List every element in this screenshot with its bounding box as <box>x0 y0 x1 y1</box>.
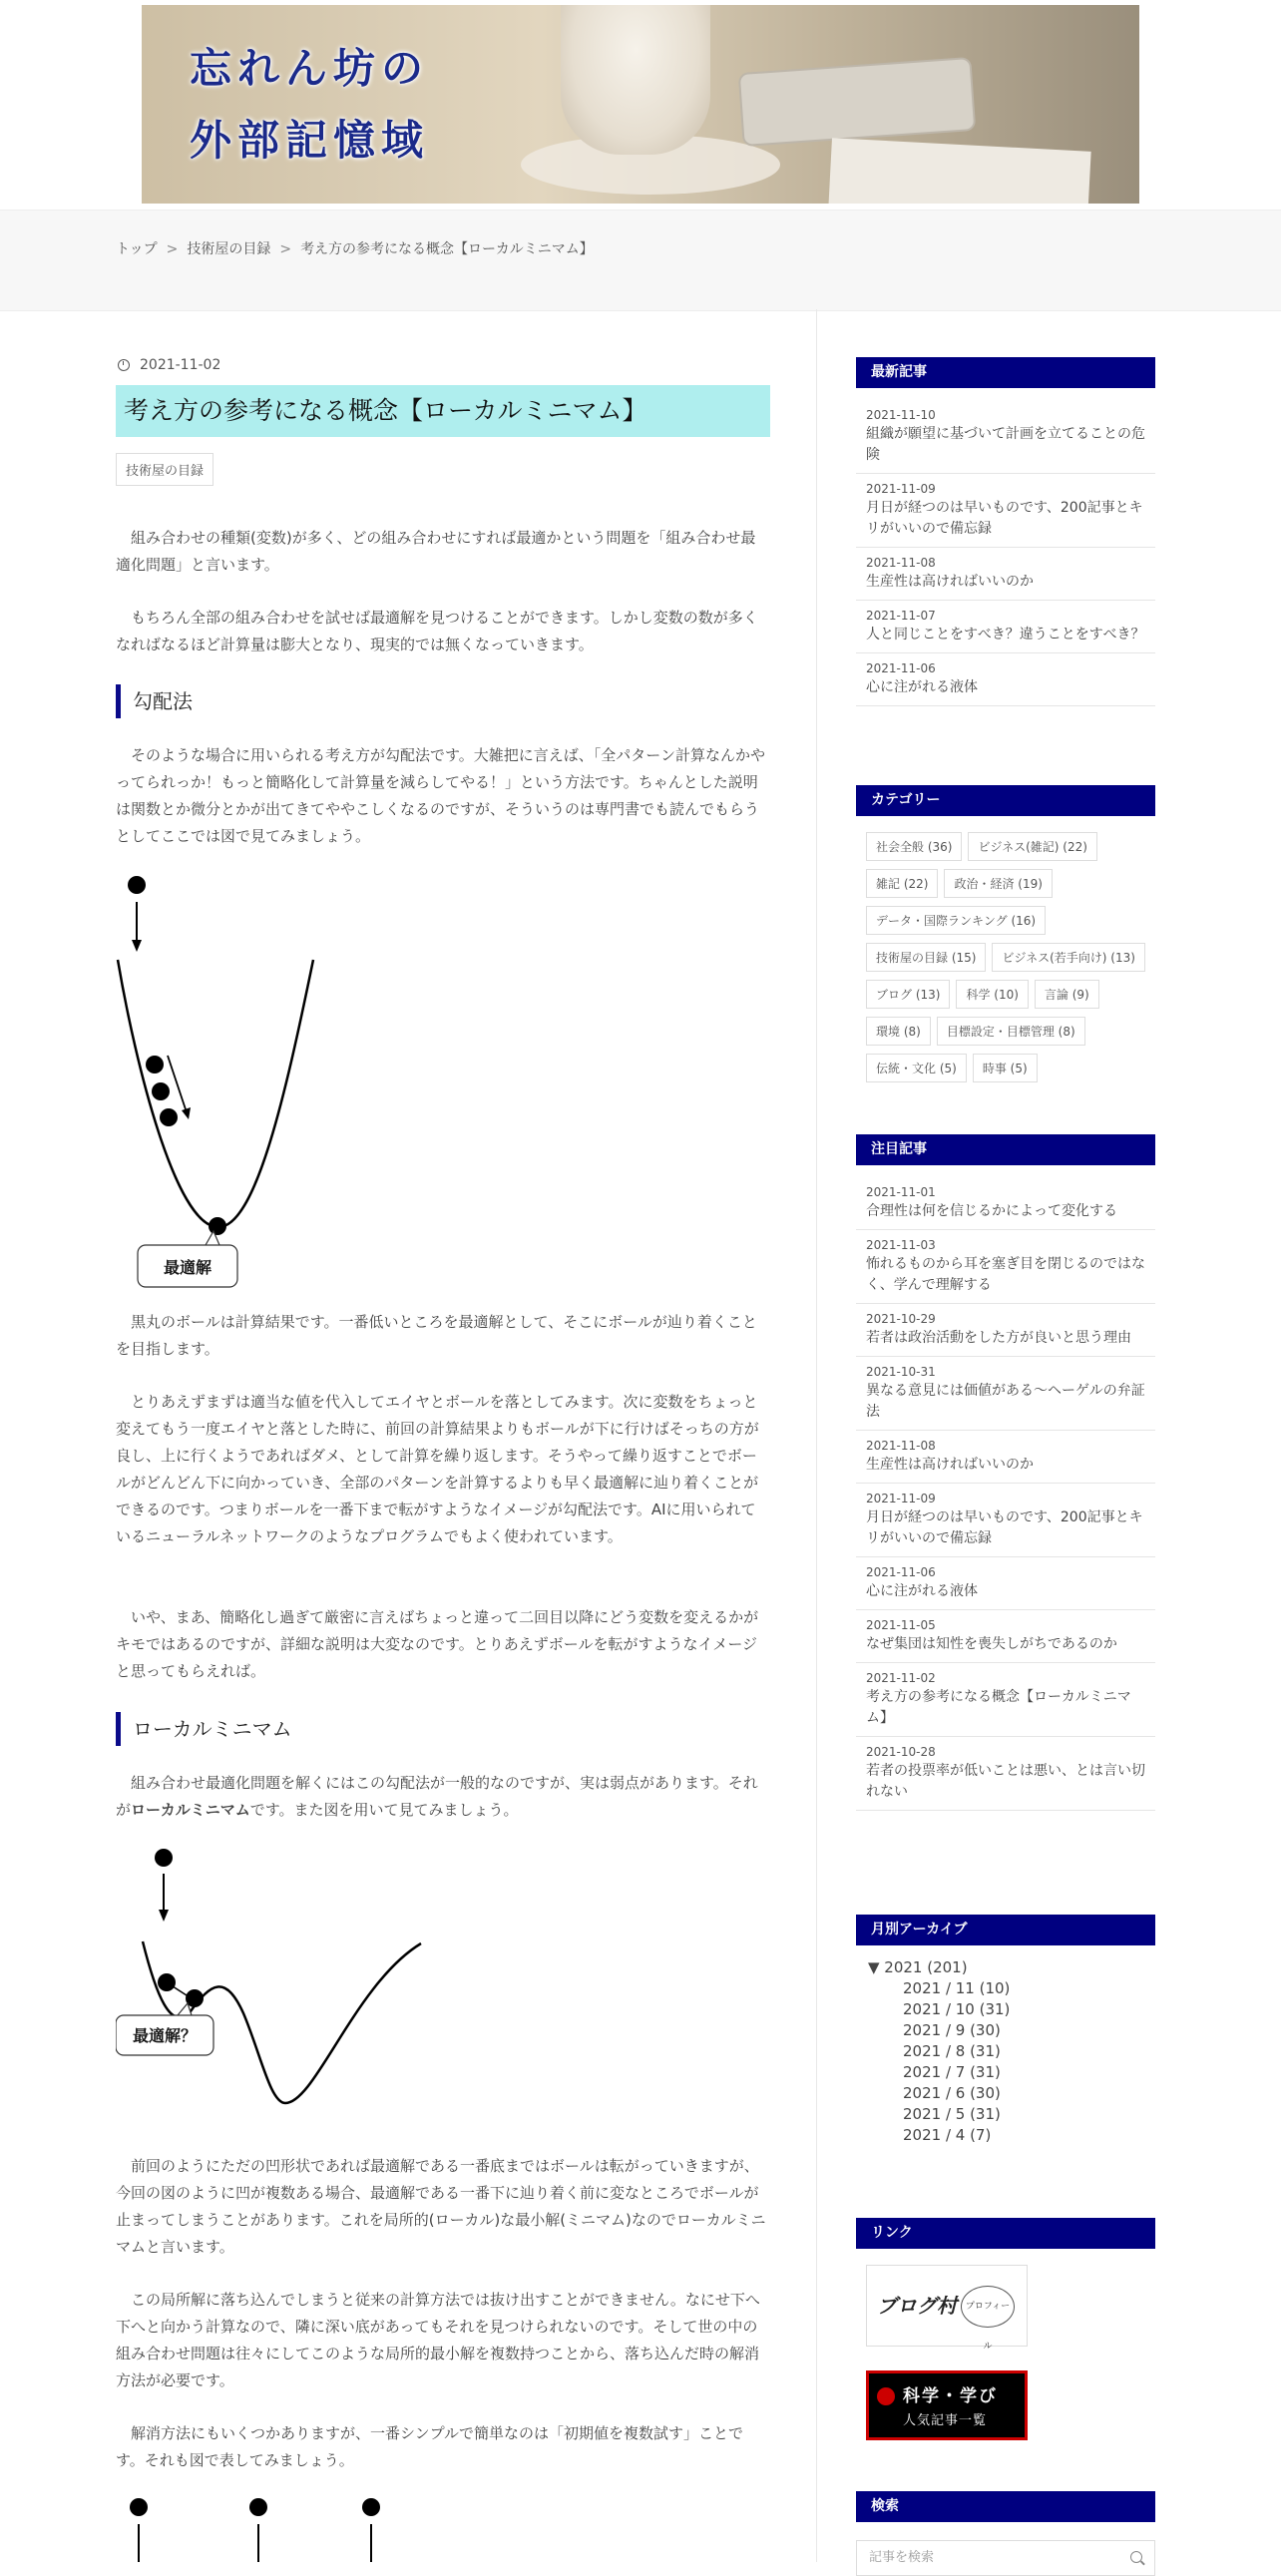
archive-month-link[interactable]: 2021 / 11 (10) <box>903 1979 1011 1997</box>
breadcrumb-bar <box>0 210 1281 311</box>
ball <box>130 2498 148 2516</box>
ball <box>152 1082 170 1100</box>
paragraph: この局所解に落ち込んでしまうと従来の計算方法では抜け出すことができません。なにせ下へ下へと向かう計算なので、隣に深い底があってもそれを見つけられないのです。そして世の中の組み合わせ問題は往々にしてこのような局所的最小解を複数持つことから、落ち込んだ時の解消方法が必要です。 <box>116 2291 760 2389</box>
post-title[interactable]: 組織が願望に基づいて計画を立てることの危険 <box>866 426 1145 463</box>
category-widget <box>856 785 1155 1082</box>
multiple-initial-values-figure <box>116 2488 415 2562</box>
category-tag[interactable]: 政治・経済 (19) <box>944 869 1052 898</box>
post-title[interactable]: 月日が経つのは早いものです、200記事とキリがいいので備忘録 <box>866 1509 1143 1546</box>
gradient-descent-figure <box>116 866 345 1295</box>
post-date: 2021-11-08 <box>866 556 936 570</box>
category-tag[interactable]: データ・国際ランキング (16) <box>866 906 1046 935</box>
post-date: 2021-11-09 <box>866 482 936 496</box>
post-item[interactable] <box>856 1484 1155 1557</box>
post-item[interactable] <box>856 1663 1155 1737</box>
post-title[interactable]: なぜ集団は知性を喪失しがちであるのか <box>866 1636 1117 1652</box>
search-placeholder: 記事を検索 <box>869 2550 935 2565</box>
profile-badge: プロフィール <box>961 2286 1015 2328</box>
post-date: 2021-10-31 <box>866 1365 936 1379</box>
post-title[interactable]: 考え方の参考になる概念【ローカルミニマム】 <box>866 1689 1131 1726</box>
archive-month-link[interactable]: 2021 / 6 (30) <box>903 2084 1001 2102</box>
paragraph: 解消方法にもいくつかありますが、一番シンプルで簡単なのは「初期値を複数試す」ことです。それも図で表してみましょう。 <box>116 2424 744 2469</box>
clock-icon <box>118 359 130 371</box>
ball <box>158 1973 176 1991</box>
post-title[interactable]: 心に注がれる液体 <box>866 679 978 695</box>
breadcrumb <box>116 238 594 258</box>
post-date: 2021-10-28 <box>866 1745 936 1759</box>
post-item[interactable] <box>856 601 1155 653</box>
post-item[interactable] <box>856 1557 1155 1610</box>
category-tag[interactable]: 社会全般 (36) <box>866 832 962 861</box>
post-title[interactable]: 生産性は高ければいいのか <box>866 1457 1034 1473</box>
article-category-tag[interactable]: 技術屋の目録 <box>116 453 214 486</box>
site-banner[interactable] <box>142 5 1139 204</box>
post-item[interactable] <box>856 1610 1155 1663</box>
optimal-solution-label: 最適解 <box>163 1258 213 1277</box>
post-date: 2021-11-05 <box>866 1618 936 1632</box>
arrow-head <box>132 940 142 952</box>
ball <box>146 1056 164 1073</box>
post-title[interactable]: 生産性は高ければいいのか <box>866 574 1034 590</box>
post-date: 2021-11-06 <box>866 661 936 675</box>
category-tag[interactable]: ブログ (13) <box>866 980 950 1009</box>
blogmura-banner[interactable] <box>866 2265 1028 2352</box>
paragraph: 組み合わせの種類(変数)が多く、どの組み合わせにすれば最適かという問題を「組み合わせ最適化問題」と言います。 <box>116 529 756 574</box>
category-tag[interactable]: 伝統・文化 (5) <box>866 1054 967 1082</box>
article-title: 考え方の参考になる概念【ローカルミニマム】 <box>116 385 770 437</box>
widget-heading: 検索 <box>856 2491 1155 2522</box>
post-date: 2021-11-07 <box>866 609 936 623</box>
category-tag[interactable]: ビジネス(若手向け) (13) <box>992 943 1144 972</box>
post-title[interactable]: 合理性は何を信じるかによって変化する <box>866 1203 1117 1219</box>
article-date <box>118 357 770 373</box>
post-title[interactable]: 心に注がれる液体 <box>866 1583 978 1599</box>
paragraph: もちろん全部の組み合わせを試せば最適解を見つけることができます。しかし変数の数が多くなればなるほど計算量は膨大となり、現実的では無くなっていきます。 <box>116 609 758 653</box>
section-heading-gradient: 勾配法 <box>116 684 787 718</box>
breadcrumb-separator: > <box>279 241 292 257</box>
ball <box>155 1849 173 1867</box>
monthly-archive-widget <box>856 1915 1155 2146</box>
coffee-cup-graphic <box>561 5 710 155</box>
category-tag[interactable]: 技術屋の目録 (15) <box>866 943 986 972</box>
article <box>116 357 770 2469</box>
widget-heading: 注目記事 <box>856 1134 1155 1165</box>
post-date: 2021-11-09 <box>866 1492 936 1505</box>
post-title[interactable]: 若者は政治活動をした方が良いと思う理由 <box>866 1330 1131 1346</box>
archive-month-link[interactable]: 2021 / 7 (31) <box>903 2063 1001 2081</box>
archive-month-link[interactable]: 2021 / 5 (31) <box>903 2105 1001 2123</box>
post-item[interactable] <box>856 474 1155 548</box>
blogmura-logo-text: ブログ村 <box>877 2294 957 2318</box>
science-banner-line1: 科学・学び <box>903 2386 998 2406</box>
recent-posts-list <box>856 400 1155 706</box>
post-item[interactable] <box>856 1431 1155 1484</box>
local-minimum-figure <box>116 1844 435 2133</box>
paragraph <box>116 1770 770 1824</box>
ball <box>209 1217 226 1235</box>
search-widget <box>856 2491 1155 2576</box>
category-tag[interactable]: 言論 (9) <box>1035 980 1099 1009</box>
post-item[interactable] <box>856 653 1155 706</box>
site-title: 忘れん坊の 外部記憶域 <box>190 44 430 165</box>
newspaper-graphic <box>828 138 1090 204</box>
post-date: 2021-11-10 <box>866 408 936 422</box>
ball <box>249 2498 267 2516</box>
ranking-logo-icon <box>877 2387 895 2405</box>
breadcrumb-current: 考え方の参考になる概念【ローカルミニマム】 <box>300 241 594 257</box>
ball <box>160 1108 178 1126</box>
section-heading-local-minimum: ローカルミニマム <box>116 1712 787 1746</box>
article-date-text: 2021-11-02 <box>140 357 221 373</box>
paragraph: そのような場合に用いられる考え方が勾配法です。大雑把に言えば、「全パターン計算なんかやってられっか！もっと簡略化して計算量を減らしてやる！」という方法です。ちゃんとした説明は関数とか微分とかが出てきてややこしくなるのですが、そういうのは専門書でも読んでもらうとしてここでは図で見てみましょう。 <box>116 746 766 845</box>
paragraph-text: 組み合わせ最適化問題を解くにはこの勾配法が一般的なのですが、実は弱点があります。それが <box>116 1774 758 1819</box>
archive-month-link[interactable]: 2021 / 8 (31) <box>903 2042 1001 2060</box>
arrow <box>168 1056 187 1112</box>
category-tag[interactable]: 科学 (10) <box>956 980 1028 1009</box>
post-title[interactable]: 怖れるものから耳を塞ぎ目を閉じるのではなく、学んで理解する <box>866 1256 1145 1293</box>
paragraph: 黒丸のボールは計算結果です。一番低いところを最適解として、そこにボールが辿り着くことを目指します。 <box>116 1313 757 1358</box>
post-item[interactable] <box>856 400 1155 474</box>
post-item[interactable] <box>856 1357 1155 1431</box>
arrow-head <box>182 1107 191 1119</box>
paragraph: とりあえずまずは適当な値を代入してエイヤとボールを落としてみます。次に変数をちょっと変えてもう一度エイヤと落とした時に、前回の計算結果よりもボールが下に行けばそっちの方が良し、上に行くようであればダメ、として計算を繰り返します。そうやって繰り返すことでボールがどんどん下に向かっていき、全部のパターンを計算するよりも早く最適解に辿り着くことができるのです。つまりボールを一番下まで転がすようなイメージが勾配法です。AIに用いられているニューラルネットワークのようなプログラムでもよく使われています。 <box>116 1393 759 1545</box>
ball <box>362 2498 380 2516</box>
widget-heading: 月別アーカイブ <box>856 1915 1155 1945</box>
post-date: 2021-11-06 <box>866 1565 936 1579</box>
bold-term: ローカルミニマム <box>131 1801 250 1819</box>
archive-year-toggle[interactable]: ▼ 2021 (201) <box>868 1958 968 1976</box>
phone-graphic <box>738 57 977 147</box>
widget-heading: カテゴリー <box>856 785 1155 816</box>
science-banner-line2: 人気記事一覧 <box>903 2413 988 2428</box>
post-date: 2021-11-08 <box>866 1439 936 1453</box>
breadcrumb-separator: > <box>166 241 179 257</box>
archive-month-link[interactable]: 2021 / 9 (30) <box>903 2021 1001 2039</box>
optimal-solution-question-label: 最適解？ <box>132 2026 198 2045</box>
links-list <box>856 2265 1155 2440</box>
post-item[interactable] <box>856 1737 1155 1811</box>
paragraph: いや、まあ、簡略化し過ぎて厳密に言えばちょっと違って二回目以降にどう変数を変えるかがキモではあるのですが、詳細な説明は大変なのです。とりあえずボールを転がすようなイメージと思ってもらえれば。 <box>116 1608 759 1680</box>
breadcrumb-category[interactable]: 技術屋の目録 <box>187 241 271 257</box>
post-date: 2021-11-02 <box>866 1671 936 1685</box>
category-tag[interactable]: 雑記 (22) <box>866 869 938 898</box>
category-tag[interactable]: 環境 (8) <box>866 1017 931 1046</box>
column-divider <box>816 309 817 2562</box>
post-item[interactable] <box>856 1230 1155 1304</box>
breadcrumb-top[interactable]: トップ <box>116 241 158 257</box>
post-date: 2021-11-03 <box>866 1238 936 1252</box>
post-title[interactable]: 若者の投票率が低いことは悪い、とは言い切れない <box>866 1763 1145 1800</box>
post-item[interactable] <box>856 1304 1155 1357</box>
category-tag[interactable]: 時事 (5) <box>973 1054 1038 1082</box>
post-date: 2021-11-01 <box>866 1185 936 1199</box>
post-date: 2021-10-29 <box>866 1312 936 1326</box>
curve <box>118 960 313 1227</box>
featured-posts-widget <box>856 1134 1155 1811</box>
archive-month-link[interactable]: 2021 / 4 (7) <box>903 2126 992 2144</box>
post-item[interactable] <box>856 548 1155 601</box>
category-list <box>856 832 1155 1082</box>
ball <box>128 876 146 894</box>
search-icon[interactable] <box>1130 2551 1142 2563</box>
archive-month-link[interactable]: 2021 / 10 (31) <box>903 2000 1011 2018</box>
post-title[interactable]: 人と同じことをすべき？違うことをすべき？ <box>866 627 1145 643</box>
widget-heading: リンク <box>856 2218 1155 2249</box>
paragraph: 前回のようにただの凹形状であれば最適解である一番底まではボールは転がっていきますが、今回の図のように凹が複数ある場合、最適解である一番下に辿り着く前に変なところでボールが止まってしまうことがあります。これを局所的(ローカル)な最小解(ミニマム)なのでローカルミニマムと言います。 <box>116 2157 766 2256</box>
category-tag[interactable]: 目標設定・目標管理 (8) <box>937 1017 1085 1046</box>
arrow <box>170 1984 187 1995</box>
paragraph-text: です。また図を用いて見てみましょう。 <box>249 1801 519 1819</box>
featured-posts-list <box>856 1177 1155 1811</box>
links-widget <box>856 2218 1155 2440</box>
archive-list <box>856 1957 1155 2146</box>
recent-posts-widget <box>856 357 1155 706</box>
widget-heading: 最新記事 <box>856 357 1155 388</box>
search-input[interactable] <box>856 2540 1155 2576</box>
post-title[interactable]: 異なる意見には価値がある～ヘーゲルの弁証法 <box>866 1383 1145 1420</box>
category-tag[interactable]: ビジネス(雑記) (22) <box>968 832 1096 861</box>
post-title[interactable]: 月日が経つのは早いものです、200記事とキリがいいので備忘録 <box>866 500 1143 537</box>
arrow-head <box>159 1910 169 1922</box>
science-ranking-banner[interactable] <box>866 2370 1028 2440</box>
post-item[interactable] <box>856 1177 1155 1230</box>
